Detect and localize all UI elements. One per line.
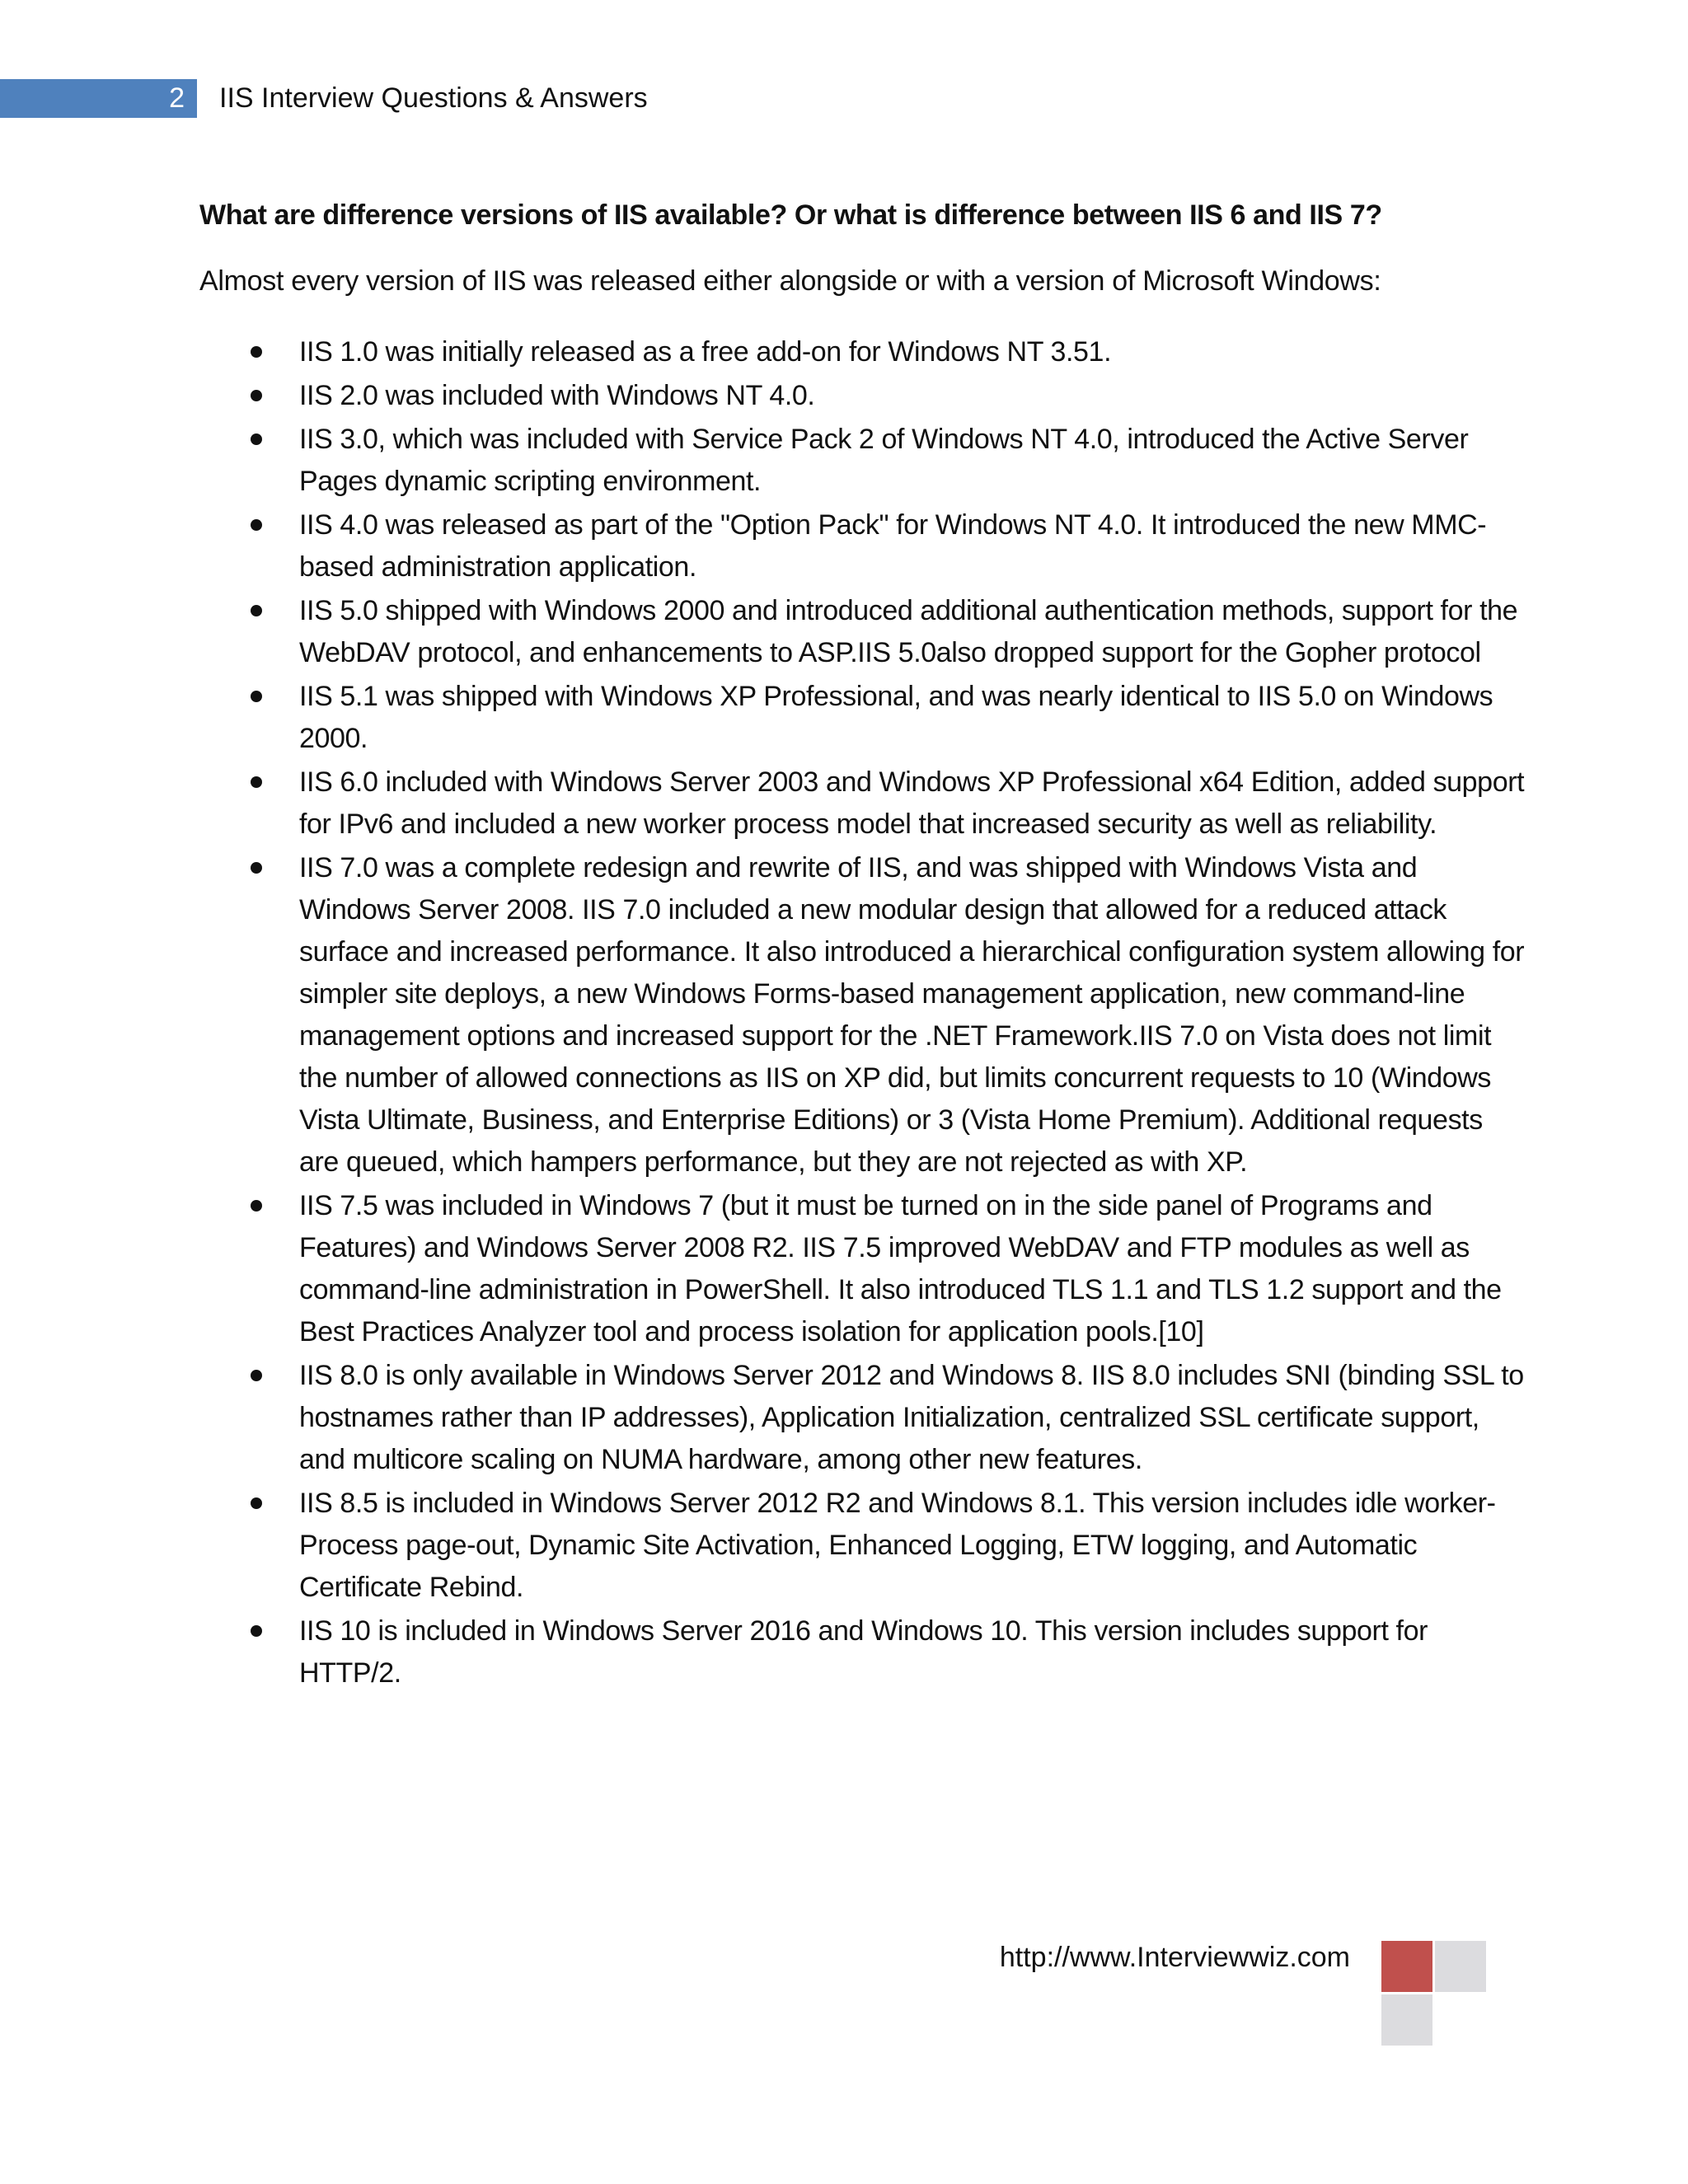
list-item-text: IIS 5.1 was shipped with Windows XP Professional, and was nearly identical to IIS 5.0 on Windows 2000. — [299, 681, 1493, 754]
list-item — [199, 762, 1527, 846]
list-item-text: IIS 7.0 was a complete redesign and rewrite of IIS, and was shipped with Windows Vista and Windows Server 2008. IIS 7.0 included a new modular design that allowed for a reduced attack surface and increased performance. It also introduced a hierarchical configuration system allowing for simpler site deploys, a new Windows Forms-based management application, new command-line management options and increased support for the .NET Framework.IIS 7.0 on Vista does not limit the number of allowed connections as IIS on XP did, but limits concurrent requests to 10 (Windows Vista Ultimate, Business, and Enterprise Editions) or 3 (Vista Home Premium). Additional requests are queued, which hampers performance, but they are not rejected as with XP. — [299, 852, 1525, 1178]
list-item — [199, 1355, 1527, 1481]
list-item — [199, 1610, 1527, 1694]
bullet-icon — [251, 434, 262, 445]
bullet-icon — [251, 346, 262, 358]
bullet-icon — [251, 605, 262, 616]
bullet-icon — [251, 519, 262, 531]
bullet-icon — [251, 691, 262, 702]
running-header-title: IIS Interview Questions & Answers — [219, 82, 648, 114]
bullet-icon — [251, 1497, 262, 1509]
document-body — [199, 194, 1525, 1696]
list-item — [199, 1185, 1527, 1353]
list-item-text: IIS 8.5 is included in Windows Server 2012 R2 and Windows 8.1. This version includes idle worker-Process page-out, Dynamic Site Activation, Enhanced Logging, ETW logging, and Automatic Certificate Rebind. — [299, 1488, 1496, 1603]
bullet-icon — [251, 1200, 262, 1212]
list-item-text: IIS 8.0 is only available in Windows Server 2012 and Windows 8. IIS 8.0 includes SNI (binding SSL to hostnames rather than IP addresses), Application Initialization, centralized SSL certificate support, and multicore scaling on NUMA hardware, among other new features. — [299, 1360, 1524, 1475]
question-heading: What are difference versions of IIS available? Or what is difference between IIS 6 and IIS 7? — [199, 199, 1382, 231]
list-item-text: IIS 1.0 was initially released as a free add-on for Windows NT 3.51. — [299, 336, 1112, 368]
iis-version-list — [199, 331, 1525, 1694]
page-number: 2 — [169, 82, 185, 114]
list-item-text: IIS 7.5 was included in Windows 7 (but it must be turned on in the side panel of Programs and Features) and Windows Server 2008 R2. IIS 7.5 improved WebDAV and FTP modules as well as command-line administration in PowerShell. It also introduced TLS 1.1 and TLS 1.2 support and the Best Practices Analyzer tool and process isolation for application pools.[10] — [299, 1190, 1502, 1347]
list-item — [199, 590, 1527, 674]
list-item-text: IIS 10 is included in Windows Server 2016 and Windows 10. This version includes support for HTTP/2. — [299, 1615, 1428, 1689]
list-item — [199, 676, 1527, 760]
list-item — [199, 375, 1527, 417]
bullet-icon — [251, 1370, 262, 1381]
intro-paragraph: Almost every version of IIS was released either alongside or with a version of Microsoft Windows: — [199, 265, 1381, 297]
list-item — [199, 419, 1527, 503]
list-item — [199, 331, 1527, 373]
footer-logo-gray-square — [1435, 1941, 1486, 1992]
footer-logo-red-square — [1381, 1941, 1432, 1992]
footer-logo-gray-square — [1381, 1994, 1432, 2046]
list-item-text: IIS 3.0, which was included with Service Pack 2 of Windows NT 4.0, introduced the Active Server Pages dynamic scripting environment. — [299, 424, 1469, 497]
list-item-text: IIS 4.0 was released as part of the "Option Pack" for Windows NT 4.0. It introduced the new MMC-based administration application. — [299, 509, 1487, 583]
list-item — [199, 847, 1527, 1183]
list-item — [199, 1483, 1527, 1609]
bullet-icon — [251, 390, 262, 401]
bullet-icon — [251, 776, 262, 788]
list-item-text: IIS 6.0 included with Windows Server 2003 and Windows XP Professional x64 Edition, added support for IPv6 and included a new worker process model that increased security as well as reliability. — [299, 766, 1525, 840]
bullet-icon — [251, 862, 262, 874]
footer-website-url: http://www.Interviewwiz.com — [999, 1942, 1350, 1973]
bullet-icon — [251, 1625, 262, 1637]
list-item-text: IIS 2.0 was included with Windows NT 4.0. — [299, 380, 815, 411]
list-item-text: IIS 5.0 shipped with Windows 2000 and introduced additional authentication methods, support for the WebDAV protocol, and enhancements to ASP.IIS 5.0also dropped support for the Gopher protocol — [299, 595, 1518, 668]
list-item — [199, 504, 1527, 588]
